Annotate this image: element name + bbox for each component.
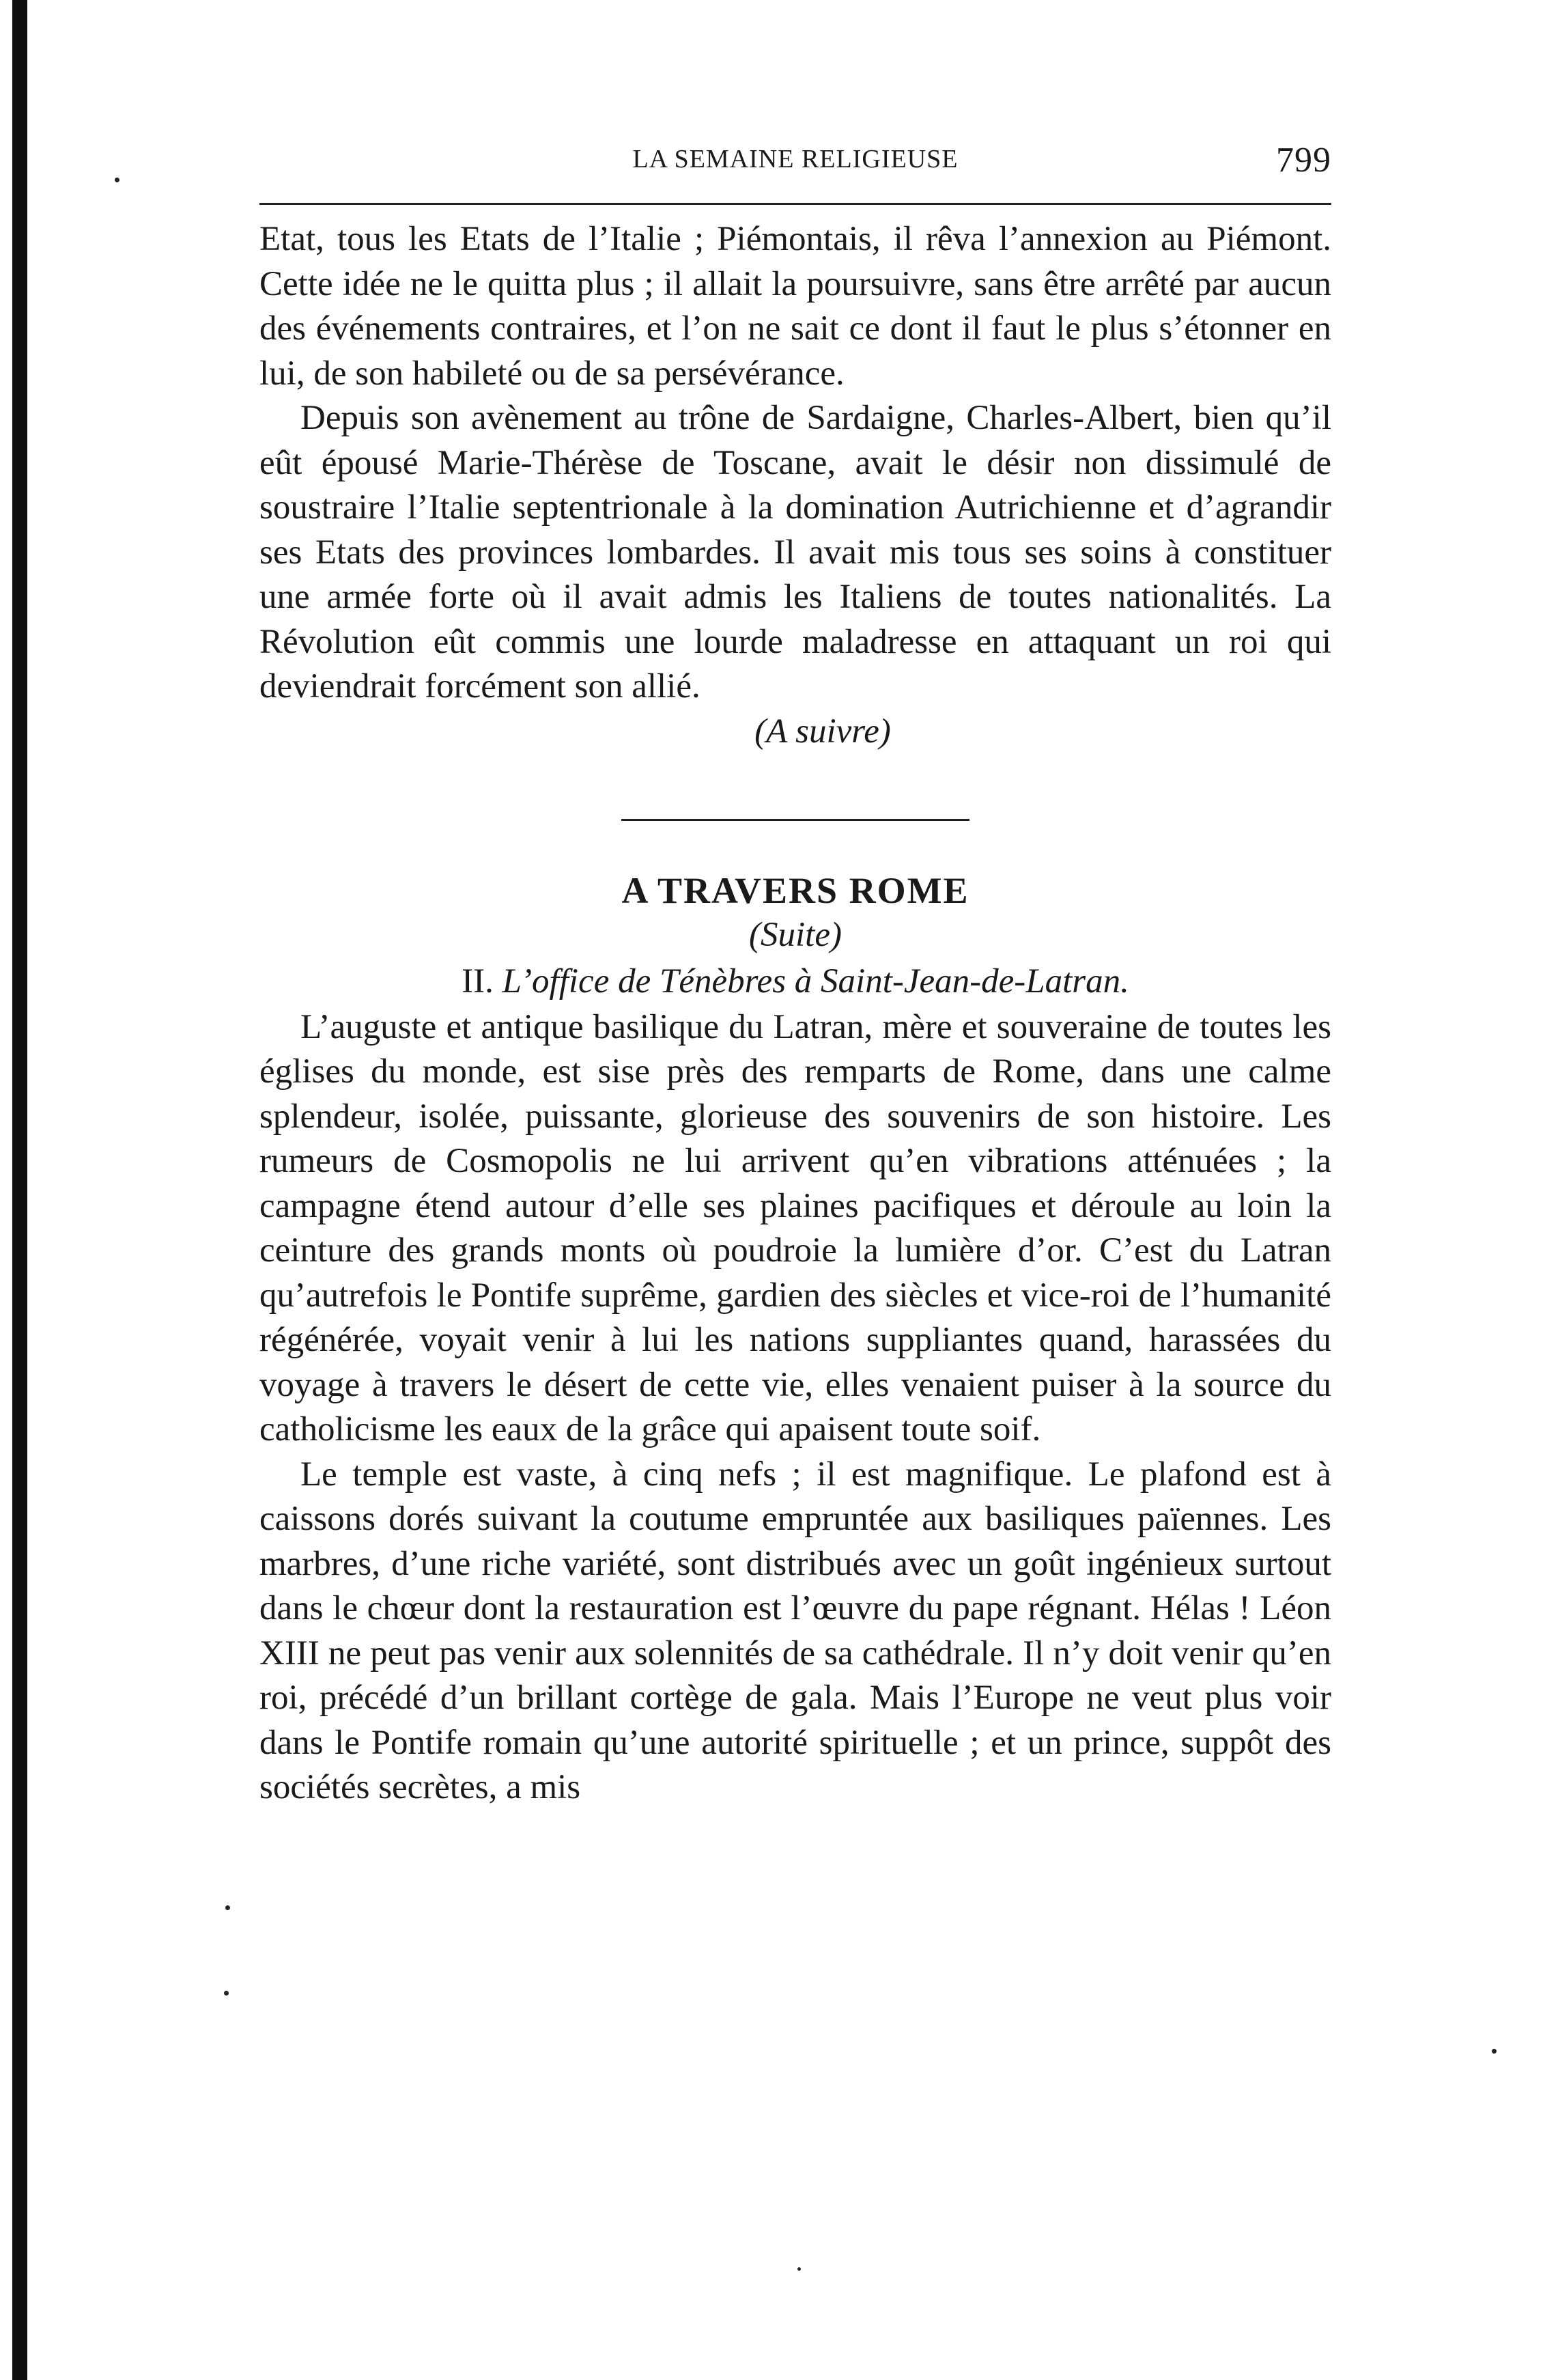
paragraph: L’auguste et antique basilique du Latran, mère et souveraine de toutes les églises du monde, est sise près des remparts de Rome, dans une calme splendeur, isolée, puissante, glorieuse des souvenirs de son histoire. Les rumeurs de Cosmopolis ne lui arrivent qu’en vibrations atténuées ; la campagne étend autour d’elle ses plaines pacifiques et déroule au loin la ceinture des grands monts où poudroie la lumière d’or. C’est du Latran qu’autrefois le Pontife suprême, gardien des siècles et vice-roi de l’humanité régénérée, voyait venir à lui les nations suppliantes quand, harassées du voyage à travers le désert de cette vie, elles venaient puiser à la source du catholicisme les eaux de la grâce qui apaisent toute soif. bbox=[259, 1007, 1331, 1448]
header-rule bbox=[259, 203, 1331, 205]
page-number: 799 bbox=[1276, 141, 1331, 180]
paragraph: Depuis son avènement au trône de Sardaigne, Charles-Albert, bien qu’il eût épousé Marie-Thérèse de Toscane, avait le désir non dissimulé de soustraire l’Italie septentrionale à la domination Autrichienne et d’agrandir ses Etats des provinces lombardes. Il avait mis tous ses soins à constituer une armée forte où il avait admis les Italiens de toutes nationalités. La Révolution eût commis une lourde maladresse en attaquant un roi qui deviendrait forcément son allié. bbox=[259, 399, 1331, 705]
running-title: LA SEMAINE RELIGIEUSE bbox=[632, 145, 959, 173]
ink-speck bbox=[797, 2267, 801, 2271]
article-subtitle: (Suite) bbox=[749, 915, 842, 954]
chapter-heading bbox=[259, 957, 1331, 1005]
ink-speck bbox=[224, 1991, 229, 1996]
ink-speck bbox=[115, 178, 119, 182]
ink-speck bbox=[1492, 2049, 1497, 2054]
section-divider bbox=[621, 819, 969, 821]
article-title: A TRAVERS ROME bbox=[621, 869, 969, 911]
binding-edge bbox=[12, 0, 27, 2380]
continued-note: (A suivre) bbox=[754, 712, 891, 751]
ink-speck bbox=[225, 1905, 230, 1910]
chapter-title: L’office de Ténèbres à Saint-Jean-de-Latran. bbox=[502, 962, 1129, 1000]
running-head bbox=[259, 140, 1331, 188]
paragraph: Le temple est vaste, à cinq nefs ; il est magnifique. Le plafond est à caissons dorés suivant la coutume empruntée aux basiliques païennes. Les marbres, d’une riche variété, sont distribués avec un goût ingénieux surtout dans le chœur dont la restauration est l’œuvre du pape régnant. Hélas ! Léon XIII ne peut pas venir aux solennités de sa cathédrale. Il n’y doit venir qu’en roi, précédé d’un brillant cortège de gala. Mais l’Europe ne veut plus voir dans le Pontife romain qu’une autorité spirituelle ; et un prince, suppôt des sociétés secrètes, a mis bbox=[259, 1455, 1331, 1806]
chapter-number: II. bbox=[462, 962, 494, 1000]
paragraph: Etat, tous les Etats de l’Italie ; Piémontais, il rêva l’annexion au Piémont. Cette idée ne le quitta plus ; il allait la poursuivre, sans être arrêté par aucun des événements contraires, et l’on ne sait ce dont il faut le plus s’étonner en lui, de son habileté ou de sa persévérance. bbox=[259, 220, 1331, 393]
book-page bbox=[259, 140, 1331, 1810]
